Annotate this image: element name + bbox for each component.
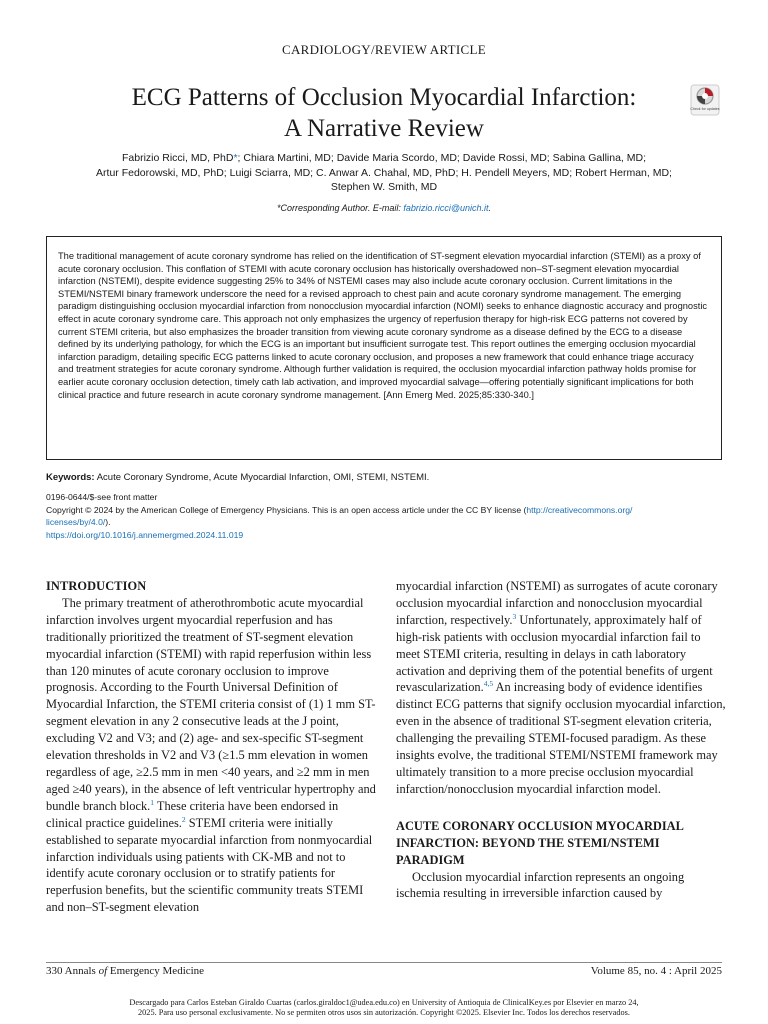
download-notice	[0, 998, 768, 1018]
journal-name-of: of	[98, 965, 108, 977]
page-footer	[46, 962, 722, 978]
introduction-paragraph	[46, 595, 376, 916]
check-for-updates-badge[interactable]	[690, 84, 720, 116]
doi-link[interactable]: https://doi.org/10.1016/j.annemergmed.2024.11.019	[46, 529, 244, 540]
copyright-suffix: ).	[105, 517, 111, 528]
intro-text-c: STEMI criteria were initially established to separate myocardial infarction from nonmyocardial infarction individuals using patients with CK-MB and not to identify acute coronary occlusion or to stratify patients for reperfusion benefits, but the scientific community treats STEMI and non–ST-segment elevation	[46, 815, 373, 915]
license-url-part-2: licenses/by/4.0/	[46, 517, 106, 528]
reference-1-link[interactable]: 1	[150, 797, 155, 807]
section-2-paragraph: Occlusion myocardial infarction represents an ongoing ischemia resulting in irreversible infarction caused by	[396, 869, 685, 901]
right-text-b: Unfortunately, approximately half of high-risk patients with occlusion myocardial infarction fail to meet STEMI criteria, resulting in delays in cath laboratory activation and depriving them of the potential benefits of urgent revascularization.	[396, 612, 713, 695]
article-meta	[46, 491, 726, 541]
copyright-line	[46, 504, 726, 529]
section-label: CARDIOLOGY/REVIEW ARTICLE	[282, 42, 486, 57]
section-2-heading: ACUTE CORONARY OCCLUSION MYOCARDIAL INFARCTION: BEYOND THE STEMI/NSTEMI PARADIGM	[396, 818, 684, 867]
right-paragraph-1	[396, 578, 726, 798]
corresponding-author-star[interactable]: *	[233, 152, 238, 164]
intro-text-b: These criteria have been endorsed in clinical practice guidelines.	[46, 798, 339, 830]
corresponding-prefix: *Corresponding Author. E-mail:	[276, 203, 404, 213]
authors-line-2: Artur Fedorowski, MD, PhD; Luigi Sciarra, MD; C. Anwar A. Chahal, MD, PhD; H. Pendell Meyers, MD; Robert Herman, MD;	[96, 166, 672, 179]
journal-name-a: Annals	[64, 965, 99, 977]
authors-line-1b: ; Chiara Martini, MD; Davide Maria Scordo, MD; Davide Rossi, MD; Sabina Gallina, MD;	[237, 152, 646, 164]
download-line-1: Descargado para Carlos Esteban Giraldo Cuartas (carlos.giraldoc1@udea.edu.co) en University of Antioquia de ClinicalKey.es por Elsevier en marzo 24,	[129, 998, 639, 1007]
right-column	[396, 578, 726, 902]
keywords	[46, 472, 722, 483]
corresponding-suffix: .	[488, 203, 492, 213]
footer-volume: Volume 85, no. 4 : April 2025	[590, 965, 722, 977]
right-text-c: An increasing body of evidence identifies distinct ECG patterns that signify occlusion myocardial infarction, even in the absence of traditional ST-segment elevation criteria, challenging the prevailing STEMI-focused paradigm. As these insights evolve, the traditional STEMI/NSTEMI framework may ultimately transition to a more precise occlusion myocardial infarction/nonocclusion myocardial infarction model.	[396, 680, 726, 796]
reference-2-link[interactable]: 2	[181, 814, 186, 824]
abstract-box	[46, 236, 722, 460]
authors-line-1a: Fabrizio Ricci, MD, PhD	[122, 152, 234, 164]
authors-line-3: Stephen W. Smith, MD	[330, 181, 438, 193]
author-list	[40, 151, 728, 195]
journal-name-b: Emergency Medicine	[107, 965, 205, 977]
corresponding-author-note	[0, 203, 768, 213]
crossmark-icon	[690, 84, 720, 116]
license-url-part-1: http://creativecommons.org/	[526, 504, 633, 515]
crossmark-label: Check for updates	[690, 107, 720, 111]
issn-line: 0196-0644/$-see front matter	[46, 492, 158, 502]
right-text-a: myocardial infarction (NSTEMI) as surrogates of acute coronary occlusion myocardial infarction and nonocclusion myocardial infarction, respectively.	[396, 579, 718, 627]
intro-text-a: The primary treatment of atherothrombotic acute myocardial infarction involves urgent myocardial reperfusion and has traditionally prioritized the treatment of ST-segment elevation myocardial infarction (STEMI) with rapid reperfusion within less than 120 minutes of acute coronary occlusion to improve prognosis. According to the Fourth Universal Definition of Myocardial Infarction, the STEMI criteria consist of (1) 1 mm ST-segment elevation in any 2 consecutive leads at the J point, excluding V2 and V3; and (2) age- and sex-specific ST-segment elevation thresholds in V2 and V3 (≥1.5 mm elevation in women regardless of age, ≥2.5 mm in men <40 years, and ≥2 mm in men aged ≥40 years), in the absence of left ventricular hypertrophy and bundle branch block.	[46, 595, 376, 813]
page-number: 330	[46, 965, 63, 977]
footer-journal	[46, 965, 204, 977]
corresponding-email-link[interactable]: fabrizio.ricci@unich.it	[403, 203, 489, 213]
title-line-1: ECG Patterns of Occlusion Myocardial Infarction:	[131, 84, 637, 111]
copyright-prefix: Copyright © 2024 by the American College of Emergency Physicians. This is an open access article under the CC BY license (	[46, 504, 527, 515]
left-column	[46, 578, 376, 916]
title-line-2: A Narrative Review	[284, 115, 484, 142]
download-line-2: 2025. Para uso personal exclusivamente. No se permiten otros usos sin autorización. Copyright ©2025. Elsevier Inc. Todos los derechos reservados.	[138, 1008, 630, 1017]
reference-3-link[interactable]: 3	[512, 611, 517, 621]
keywords-label: Keywords:	[46, 472, 95, 483]
reference-4-5-link[interactable]: 4,5	[483, 679, 494, 689]
article-title	[84, 82, 684, 144]
abstract-text: The traditional management of acute coronary syndrome has relied on the identification of ST-segment elevation myocardial infarction (STEMI) as a proxy of acute coronary occlusion. This conflation of STEMI with acute coronary occlusion has historically overshadowed non–ST-segment elevation myocardial infarction (NSTEMI), despite evidence suggesting 25% to 34% of NSTEMI cases may also include acute coronary occlusion. Current limitations in the STEMI/NSTEMI binary framework underscore the need for a revised approach to chest pain and acute coronary syndrome management. The emerging paradigm distinguishing occlusion myocardial infarction from nonocclusion myocardial infarction (NOMI) seeks to enhance diagnostic accuracy and prognostic effect in acute coronary syndrome care. This approach not only emphasizes the urgency of reperfusion therapy for high-risk ECG patterns not covered by current STEMI criteria, but also emphasizes the broader transition from viewing acute coronary syndrome as a disease defined by the ECG to a disease defined by its underlying pathology, for which the ECG is an important but insufficient surrogate test. This report outlines the emerging occlusion myocardial infarction paradigm, detailing specific ECG patterns linked to acute coronary occlusion, and proposes a new framework that could enhance triage accuracy and treatment strategies for acute coronary syndrome. Although further validation is required, the occlusion myocardial infarction pathway holds promise for earlier acute coronary occlusion detection, timely cath lab activation, and improved myocardial salvage—offering potentially significant implications for both clinical practice and future research in acute coronary syndrome management. [Ann Emerg Med. 2025;85:330-340.]	[58, 251, 708, 400]
introduction-heading: INTRODUCTION	[46, 579, 147, 593]
keywords-text: Acute Coronary Syndrome, Acute Myocardial Infarction, OMI, STEMI, NSTEMI.	[94, 472, 430, 483]
